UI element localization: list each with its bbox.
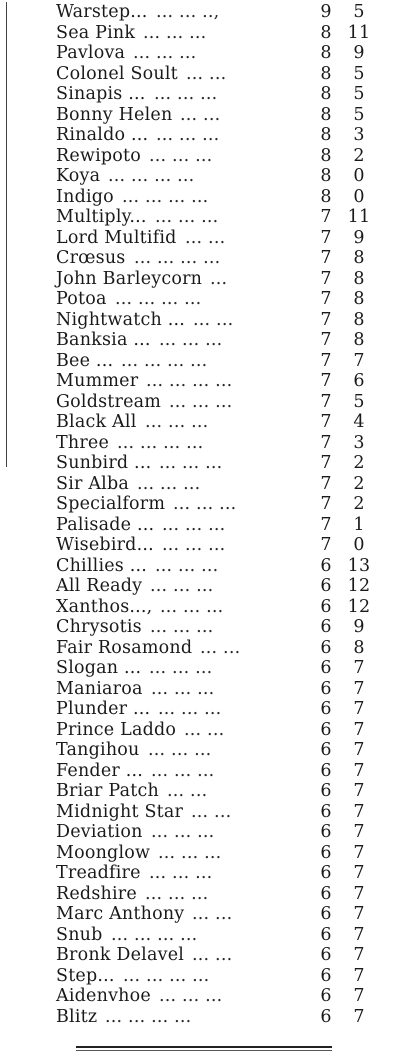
- dot-leader: ... ... ... ...: [105, 1006, 192, 1027]
- horse-name: Rewipoto: [56, 145, 142, 166]
- weight-stone: 7: [320, 453, 332, 473]
- dot-leader: ... ... ...: [145, 883, 209, 904]
- dot-leader: ... ... ...: [155, 207, 219, 227]
- weight-stone: 8: [320, 104, 332, 125]
- list-item: [0, 843, 402, 864]
- weight-stone: 7: [320, 432, 332, 453]
- weight-pounds: 4: [353, 412, 365, 432]
- horse-name: Bee ...: [56, 350, 114, 371]
- list-item: [0, 248, 402, 269]
- weight-pounds: 7: [353, 863, 365, 883]
- dot-leader: ... ... ...: [151, 678, 215, 699]
- weight-pounds: 7: [353, 801, 365, 822]
- list-item: [0, 781, 402, 802]
- dot-leader: ... ... ...: [159, 330, 223, 350]
- dot-leader: ... ... ...: [158, 842, 222, 863]
- weight-pounds: 11: [347, 22, 371, 43]
- weight-pounds: 8: [353, 330, 365, 350]
- dot-leader: ... ... ...: [149, 658, 213, 678]
- horse-name: Sir Alba: [56, 473, 129, 494]
- list-item: [0, 392, 402, 413]
- list-item: [0, 863, 402, 884]
- weight-pounds: 3: [353, 432, 365, 453]
- list-item: [0, 269, 402, 290]
- list-item: [0, 84, 402, 105]
- weight-pounds: 0: [353, 166, 365, 186]
- horse-name: Rinaldo ...: [56, 125, 149, 145]
- weight-pounds: 7: [353, 781, 365, 801]
- weight-stone: 8: [320, 166, 332, 186]
- list-item: [0, 904, 402, 925]
- weight-stone: 6: [320, 1006, 332, 1027]
- dot-leader: ... ... ...: [150, 617, 214, 637]
- weight-stone: 6: [320, 555, 332, 576]
- weight-pounds: 2: [353, 453, 365, 473]
- weight-stone: 6: [320, 863, 332, 883]
- list-item: [0, 740, 402, 761]
- horse-name: Bronk Delavel: [56, 945, 185, 965]
- weight-pounds: 8: [353, 268, 365, 289]
- dot-leader: ... ... ...: [159, 986, 223, 1006]
- horse-name: Bonny Helen: [56, 104, 173, 125]
- weight-stone: 6: [320, 924, 332, 945]
- dot-leader: ... ... ...: [151, 822, 215, 842]
- horse-name: Nightwatch ...: [56, 309, 185, 330]
- horse-name: Koya: [56, 166, 101, 186]
- weight-stone: 7: [320, 535, 332, 555]
- weight-stone: 7: [320, 309, 332, 330]
- weight-stone: 6: [320, 699, 332, 719]
- dot-leader: ... ... ... ...: [115, 289, 202, 309]
- horse-name: Warstep...: [56, 2, 148, 22]
- list-item: [0, 658, 402, 679]
- list-item: [0, 474, 402, 495]
- weight-stone: 7: [320, 412, 332, 432]
- weight-pounds: 9: [353, 617, 365, 637]
- weight-pounds: 6: [353, 371, 365, 391]
- list-item: [0, 146, 402, 167]
- horse-name: Mummer: [56, 371, 139, 391]
- list-item: [0, 43, 402, 64]
- weight-stone: 7: [320, 391, 332, 412]
- list-item: [0, 535, 402, 556]
- list-item: [0, 125, 402, 146]
- list-item: [0, 556, 402, 577]
- list-item: [0, 822, 402, 843]
- weight-stone: 8: [320, 22, 332, 43]
- list-item: [0, 699, 402, 720]
- weight-pounds: 8: [353, 637, 365, 658]
- weight-stone: 6: [320, 986, 332, 1006]
- list-item: [0, 597, 402, 618]
- list-item: [0, 2, 402, 23]
- weight-stone: 8: [320, 84, 332, 104]
- weight-stone: 9: [320, 2, 332, 22]
- weight-pounds: 1: [353, 514, 365, 535]
- horse-name: Fair Rosamond: [56, 637, 193, 658]
- dot-leader: ... ... ...: [160, 596, 224, 617]
- horse-name: Potoa: [56, 289, 107, 309]
- weight-stone: 6: [320, 801, 332, 822]
- horse-name: Prince Laddo: [56, 719, 177, 740]
- weight-pounds: 5: [353, 391, 365, 412]
- dot-leader: ... ... ...: [145, 412, 209, 432]
- horse-name: Specialform: [56, 494, 166, 514]
- dot-leader: ... ... ... ...: [123, 965, 210, 986]
- list-item: [0, 515, 402, 536]
- list-item: [0, 494, 402, 515]
- dot-leader: ... ...: [192, 904, 233, 924]
- weight-stone: 7: [320, 330, 332, 350]
- horse-name: Plunder ...: [56, 699, 151, 719]
- weight-stone: 7: [320, 227, 332, 248]
- weight-pounds: 9: [353, 43, 365, 63]
- weight-pounds: 8: [353, 309, 365, 330]
- dot-leader: ... ... ...: [169, 391, 233, 412]
- dot-leader: ... ...: [167, 781, 208, 801]
- weight-pounds: 7: [353, 965, 365, 986]
- weight-pounds: 7: [353, 740, 365, 760]
- weight-pounds: 8: [353, 248, 365, 268]
- horse-name: John Barleycorn: [56, 268, 203, 289]
- horse-name: Multiply...: [56, 207, 147, 227]
- list-item: [0, 925, 402, 946]
- weight-stone: 7: [320, 514, 332, 535]
- dot-leader: ... ... ... ...: [111, 924, 198, 945]
- dot-leader: ... ... ...: [155, 555, 219, 576]
- weight-pounds: 0: [353, 186, 365, 207]
- weight-stone: 8: [320, 125, 332, 145]
- list-item: [0, 945, 402, 966]
- dot-leader: ... ... ...: [149, 863, 213, 883]
- dot-leader: ... ...: [191, 801, 232, 822]
- dot-leader: ... ... ...: [151, 760, 215, 781]
- weight-stone: 6: [320, 576, 332, 596]
- horse-name: Blitz: [56, 1006, 98, 1027]
- list-item: [0, 576, 402, 597]
- weight-pounds: 2: [353, 145, 365, 166]
- dot-leader: ... ... ...: [162, 535, 226, 555]
- dot-leader: ... ... ...: [143, 22, 207, 43]
- horse-name: Maniaroa: [56, 678, 143, 699]
- list-item: [0, 453, 402, 474]
- weight-pounds: 7: [353, 719, 365, 740]
- weight-stone: 7: [320, 248, 332, 268]
- dot-leader: ... ... ...: [154, 84, 218, 104]
- weight-stone: 7: [320, 289, 332, 309]
- horse-name: Xanthos...,: [56, 596, 153, 617]
- list-item: [0, 330, 402, 351]
- weight-pounds: 7: [353, 678, 365, 699]
- dot-leader: ... ... ... ...: [122, 186, 209, 207]
- weight-pounds: 7: [353, 822, 365, 842]
- list-item: [0, 617, 402, 638]
- weight-pounds: 7: [353, 924, 365, 945]
- weight-stone: 6: [320, 904, 332, 924]
- list-item: [0, 351, 402, 372]
- list-item: [0, 966, 402, 987]
- list-item: [0, 310, 402, 331]
- dot-leader: ...: [210, 268, 228, 289]
- dot-leader: ... ... ..,: [156, 2, 220, 22]
- list-item: [0, 207, 402, 228]
- weight-stone: 8: [320, 63, 332, 84]
- weight-stone: 6: [320, 822, 332, 842]
- weight-pounds: 8: [353, 289, 365, 309]
- weight-stone: 6: [320, 842, 332, 863]
- horse-name: Three: [56, 432, 110, 453]
- list-item: [0, 412, 402, 433]
- list-item: [0, 371, 402, 392]
- horse-name: Moonglow: [56, 842, 151, 863]
- horse-name: Redshire: [56, 883, 137, 904]
- horse-name: Chrysotis: [56, 617, 142, 637]
- weight-stone: 6: [320, 781, 332, 801]
- weight-pounds: 7: [353, 945, 365, 965]
- list-item: [0, 166, 402, 187]
- weight-stone: 6: [320, 678, 332, 699]
- horse-name: Midnight Star: [56, 801, 184, 822]
- weight-pounds: 5: [353, 84, 365, 104]
- list-item: [0, 228, 402, 249]
- weight-pounds: 7: [353, 760, 365, 781]
- weight-stone: 7: [320, 494, 332, 514]
- dot-leader: ... ... ...: [159, 453, 223, 473]
- dot-leader: ... ... ...: [156, 125, 220, 145]
- list-item: [0, 64, 402, 85]
- weight-stone: 6: [320, 760, 332, 781]
- weight-stone: 6: [320, 965, 332, 986]
- list-item: [0, 105, 402, 126]
- weight-stone: 6: [320, 658, 332, 678]
- dot-leader: ... ... ...: [173, 494, 237, 514]
- weight-pounds: 2: [353, 494, 365, 514]
- dot-leader: ... ... ... ...: [121, 350, 208, 371]
- dot-leader: ... ...: [200, 637, 241, 658]
- weight-pounds: 7: [353, 1006, 365, 1027]
- list-item: [0, 289, 402, 310]
- horse-name: Pavlova: [56, 43, 126, 63]
- dot-leader: ... ... ...: [149, 145, 213, 166]
- end-rule: [76, 1046, 332, 1051]
- weight-stone: 7: [320, 473, 332, 494]
- list-item: [0, 802, 402, 823]
- list-item: [0, 638, 402, 659]
- horse-name: Step...: [56, 965, 115, 986]
- dot-leader: ... ... ... ...: [134, 248, 221, 268]
- weight-pounds: 7: [353, 842, 365, 863]
- weight-pounds: 7: [353, 986, 365, 1006]
- weight-pounds: 12: [347, 576, 371, 596]
- weight-pounds: 7: [353, 350, 365, 371]
- dot-leader: ... ... ... ...: [117, 432, 204, 453]
- weight-stone: 7: [320, 207, 332, 227]
- dot-leader: ... ...: [180, 104, 221, 125]
- weight-stone: 6: [320, 596, 332, 617]
- horse-name: Crœsus: [56, 248, 126, 268]
- horse-name: Banksia ...: [56, 330, 151, 350]
- weight-pounds: 12: [347, 596, 371, 617]
- list-item: [0, 679, 402, 700]
- horse-name: Treadfire: [56, 863, 141, 883]
- weight-pounds: 5: [353, 2, 365, 22]
- dot-leader: ... ... ... ...: [108, 166, 195, 186]
- dot-leader: ... ... ...: [148, 740, 212, 760]
- horse-name: Sea Pink: [56, 22, 136, 43]
- weight-pounds: 2: [353, 473, 365, 494]
- weight-pounds: 5: [353, 63, 365, 84]
- horse-name: Slogan ...: [56, 658, 142, 678]
- weight-stone: 8: [320, 145, 332, 166]
- weight-pounds: 7: [353, 883, 365, 904]
- horse-name: Snub: [56, 924, 103, 945]
- horse-name: Briar Patch: [56, 781, 159, 801]
- list-item: [0, 761, 402, 782]
- list-item: [0, 884, 402, 905]
- weight-pounds: 5: [353, 104, 365, 125]
- horse-name: Black All: [56, 412, 137, 432]
- dot-leader: ... ...: [186, 63, 227, 84]
- weight-stone: 6: [320, 637, 332, 658]
- horse-name: Sunbird ...: [56, 453, 152, 473]
- list-item: [0, 23, 402, 44]
- weight-stone: 7: [320, 371, 332, 391]
- weight-pounds: 7: [353, 904, 365, 924]
- dot-leader: ... ... ... ...: [146, 371, 233, 391]
- horse-name: Colonel Soult: [56, 63, 178, 84]
- weight-pounds: 9: [353, 227, 365, 248]
- horse-name: Palisade ...: [56, 514, 155, 535]
- horse-name: Indigo: [56, 186, 114, 207]
- weight-pounds: 3: [353, 125, 365, 145]
- weight-stone: 8: [320, 186, 332, 207]
- weight-stone: 6: [320, 719, 332, 740]
- horse-name: Wisebird...: [56, 535, 154, 555]
- dot-leader: ... ...: [185, 227, 226, 248]
- horse-name: Sinapis ...: [56, 84, 146, 104]
- horse-name: Chillies ...: [56, 555, 148, 576]
- weight-pounds: 13: [347, 555, 371, 576]
- dot-leader: ... ...: [193, 309, 234, 330]
- horse-name: Fender ...: [56, 760, 143, 781]
- horse-name: Marc Anthony: [56, 904, 185, 924]
- list-item: [0, 1007, 402, 1028]
- dot-leader: ... ... ...: [137, 473, 201, 494]
- list-item: [0, 187, 402, 208]
- dot-leader: ... ... ...: [162, 514, 226, 535]
- dot-leader: ... ... ...: [158, 699, 222, 719]
- horse-name: Aidenvhoe: [56, 986, 151, 1006]
- weight-stone: 6: [320, 617, 332, 637]
- weight-pounds: 7: [353, 658, 365, 678]
- weight-stone: 6: [320, 945, 332, 965]
- weight-pounds: 7: [353, 699, 365, 719]
- horse-name: Lord Multifid: [56, 227, 177, 248]
- weight-pounds: 0: [353, 535, 365, 555]
- horse-name: Deviation: [56, 822, 143, 842]
- list-item: [0, 986, 402, 1007]
- weights-list: [0, 2, 402, 1027]
- weight-stone: 6: [320, 740, 332, 760]
- horse-name: All Ready: [56, 576, 143, 596]
- weight-pounds: 11: [347, 207, 371, 227]
- weight-stone: 6: [320, 883, 332, 904]
- dot-leader: ... ... ...: [133, 43, 197, 63]
- horse-name: Goldstream: [56, 391, 162, 412]
- weight-stone: 7: [320, 268, 332, 289]
- dot-leader: ... ...: [184, 719, 225, 740]
- list-item: [0, 720, 402, 741]
- horse-name: Tangihou: [56, 740, 140, 760]
- dot-leader: ... ... ...: [150, 576, 214, 596]
- dot-leader: ... ...: [192, 945, 233, 965]
- weight-stone: 7: [320, 350, 332, 371]
- weight-stone: 8: [320, 43, 332, 63]
- list-item: [0, 433, 402, 454]
